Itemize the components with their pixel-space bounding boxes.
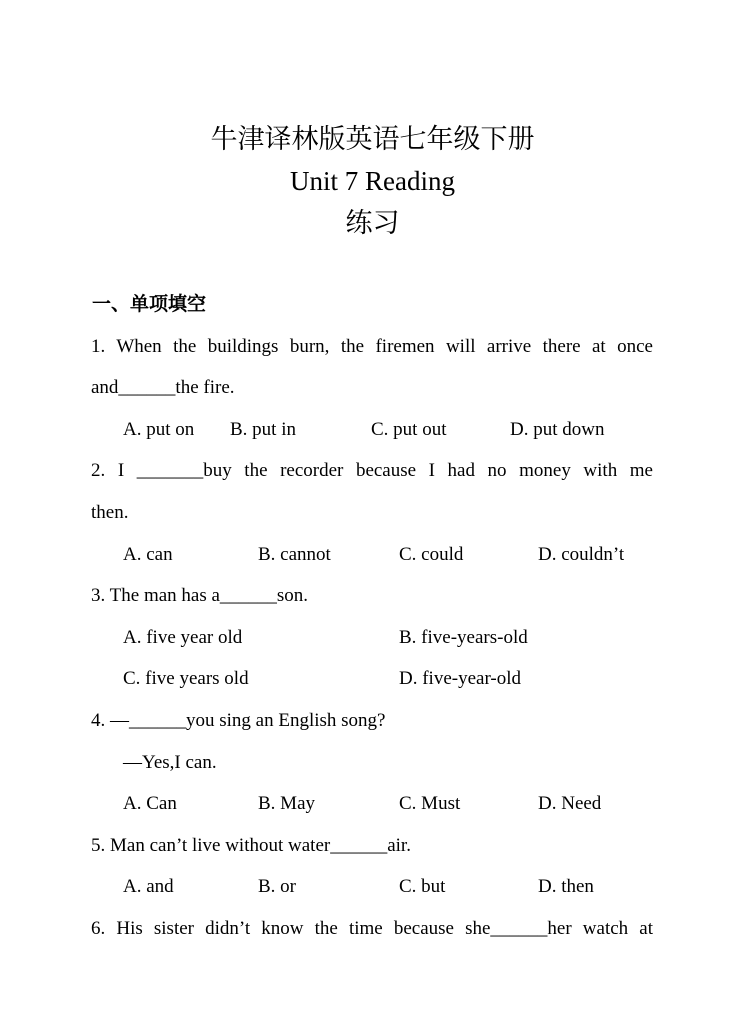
section-heading: 一、单项填空 — [92, 293, 207, 315]
question-6-stem: 6. His sister didn’t know the time because she______her watch at — [91, 918, 653, 939]
question-2-stem: 2. I _______buy the recorder because I had no money with me — [91, 460, 653, 481]
question-3-option-c: C. five years old — [123, 668, 249, 689]
question-2-option-b: B. cannot — [258, 544, 331, 565]
question-5-option-c: C. but — [399, 876, 446, 897]
question-1-option-c: C. put out — [371, 419, 447, 440]
question-1-stem-cont: and______the fire. — [91, 377, 235, 398]
question-3-option-d: D. five-year-old — [399, 668, 522, 689]
question-4-answer-line: —Yes,I can. — [123, 752, 217, 773]
question-3-option-b: B. five-years-old — [399, 627, 528, 648]
question-5-option-a: A. and — [123, 876, 174, 897]
document-title — [0, 118, 745, 244]
title-line-unit: Unit 7 Reading — [290, 166, 455, 196]
question-4-option-a: A. Can — [123, 793, 177, 814]
question-1-stem: 1. When the buildings burn, the firemen will arrive there at once — [91, 336, 653, 357]
question-5-option-b: B. or — [258, 876, 296, 897]
question-5-stem: 5. Man can’t live without water______air. — [91, 835, 411, 856]
question-3-stem: 3. The man has a______son. — [91, 585, 309, 606]
question-4-option-d: D. Need — [538, 793, 602, 814]
question-4-stem: 4. —______you sing an English song? — [91, 710, 386, 731]
question-1-option-b: B. put in — [230, 419, 296, 440]
title-line-exercise: 练习 — [345, 208, 400, 238]
question-2-stem-cont: then. — [91, 502, 129, 523]
question-5-option-d: D. then — [538, 876, 594, 897]
question-2-option-d: D. couldn’t — [538, 544, 625, 565]
question-4-option-c: C. Must — [399, 793, 461, 814]
question-3-option-a: A. five year old — [123, 627, 243, 648]
question-2-option-c: C. could — [399, 544, 464, 565]
question-4-option-b: B. May — [258, 793, 315, 814]
question-1-option-d: D. put down — [510, 419, 605, 440]
question-1-option-a: A. put on — [123, 419, 195, 440]
question-2-option-a: A. can — [123, 544, 173, 565]
title-line-chinese: 牛津译林版英语七年级下册 — [210, 124, 535, 154]
